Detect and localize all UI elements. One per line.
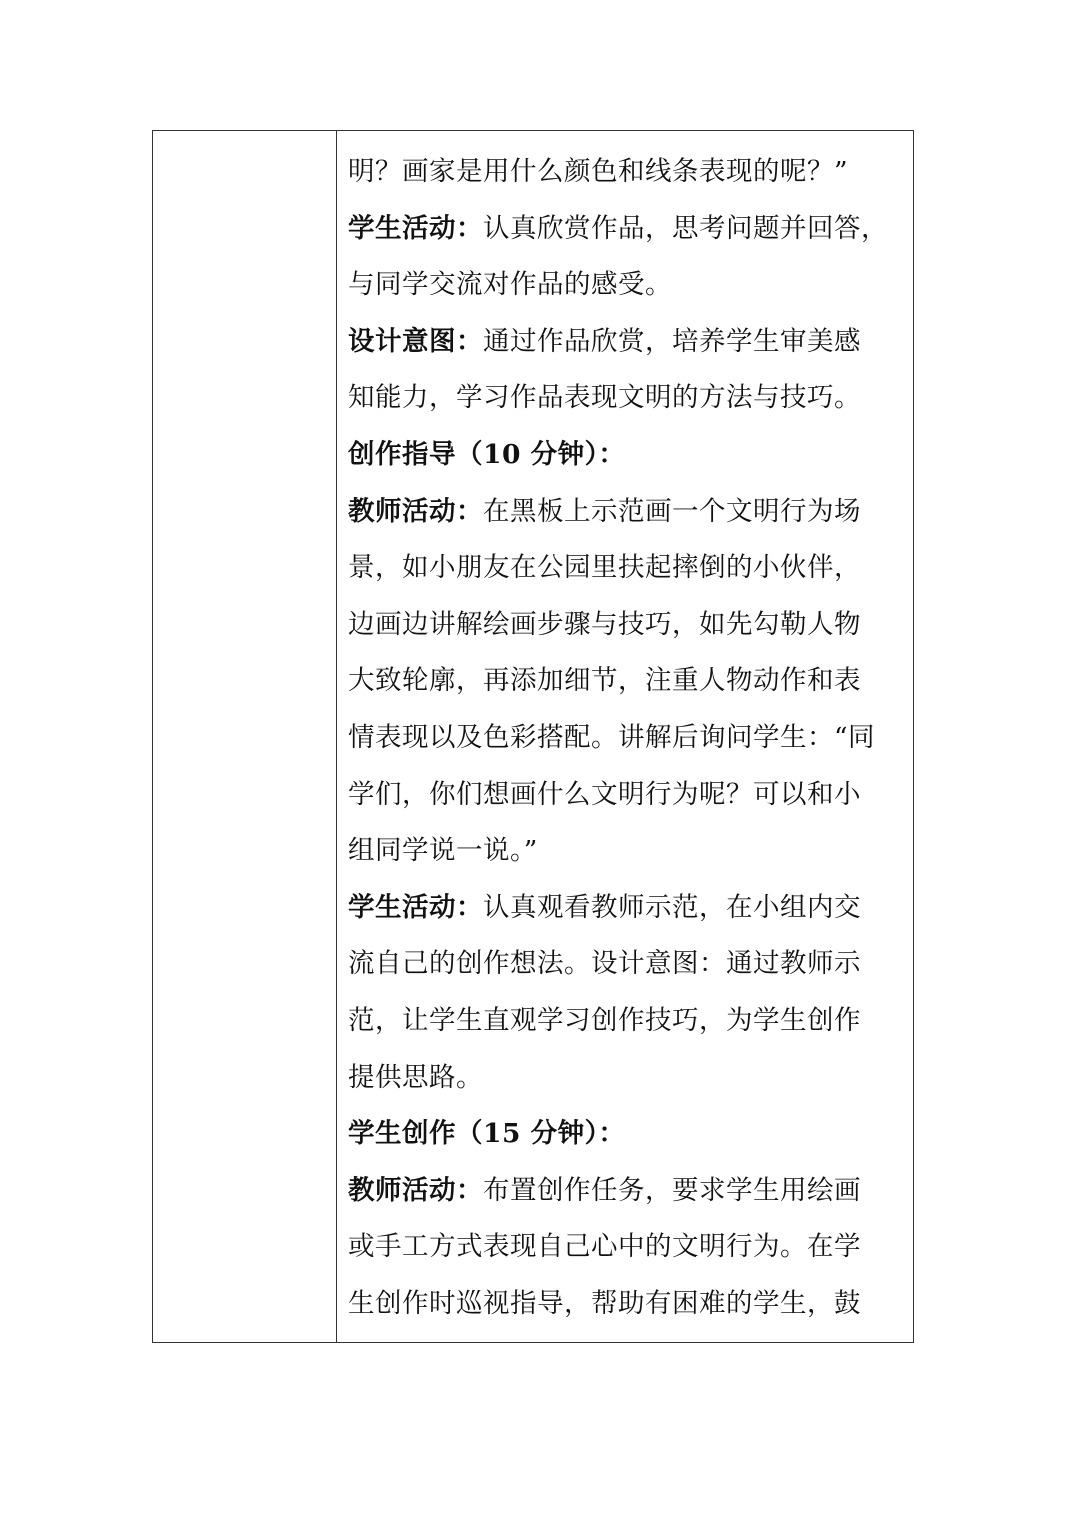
line-text: 布置创作任务，要求学生用绘画 [483,1174,861,1206]
text-line [348,1276,913,1333]
section-label: 教师活动： [348,1174,483,1206]
text-line [348,597,913,654]
line-text: 范，让学生直观学习创作技巧，为学生创作 [348,1004,861,1036]
section-label: 创作指导（10 分钟）： [348,438,626,470]
text-line [348,370,913,427]
text-line [348,201,913,258]
line-text: 学们，你们想画什么文明行为呢？可以和小 [348,778,861,810]
lesson-plan-table [152,130,914,1343]
line-text: 提供思路。 [348,1061,483,1093]
line-text: 情表现以及色彩搭配。讲解后询问学生：“同 [348,721,876,753]
text-line [348,767,913,824]
line-text: 认真欣赏作品，思考问题并回答， [483,212,888,244]
text-line [348,144,913,201]
text-line [348,1219,913,1276]
text-line [348,484,913,541]
section-label: 学生活动： [348,212,483,244]
text-line [348,427,913,484]
section-label: 学生创作（15 分钟）： [348,1118,626,1150]
section-label: 学生活动： [348,891,483,923]
text-line [348,1163,913,1220]
table-right-cell [337,131,913,1342]
line-text: 或手工方式表现自己心中的文明行为。在学 [348,1231,861,1263]
line-text: 组同学说一说。” [348,835,538,867]
line-text: 在黑板上示范画一个文明行为场 [483,495,861,527]
line-text: 景，如小朋友在公园里扶起摔倒的小伙伴， [348,552,861,584]
line-text: 通过作品欣赏，培养学生审美感 [483,325,861,357]
text-line [348,993,913,1050]
text-line [348,1106,913,1163]
text-line [348,936,913,993]
text-line [348,880,913,937]
line-text: 大致轮廓，再添加细节，注重人物动作和表 [348,665,861,697]
line-text: 与同学交流对作品的感受。 [348,269,672,301]
section-label: 设计意图： [348,325,483,357]
section-label: 教师活动： [348,495,483,527]
line-text: 边画边讲解绘画步骤与技巧，如先勾勒人物 [348,608,861,640]
text-line [348,540,913,597]
line-text: 知能力，学习作品表现文明的方法与技巧。 [348,382,861,414]
text-line [348,823,913,880]
text-line [348,1050,913,1107]
text-line [348,257,913,314]
line-text: 流自己的创作想法。设计意图：通过教师示 [348,948,861,980]
text-line [348,710,913,767]
line-text: 认真观看教师示范，在小组内交 [483,891,861,923]
line-text: 明？画家是用什么颜色和线条表现的呢？” [348,156,849,187]
text-line [348,653,913,710]
line-text: 生创作时巡视指导，帮助有困难的学生，鼓 [348,1287,861,1319]
text-line [348,314,913,371]
table-left-cell [153,131,337,1342]
